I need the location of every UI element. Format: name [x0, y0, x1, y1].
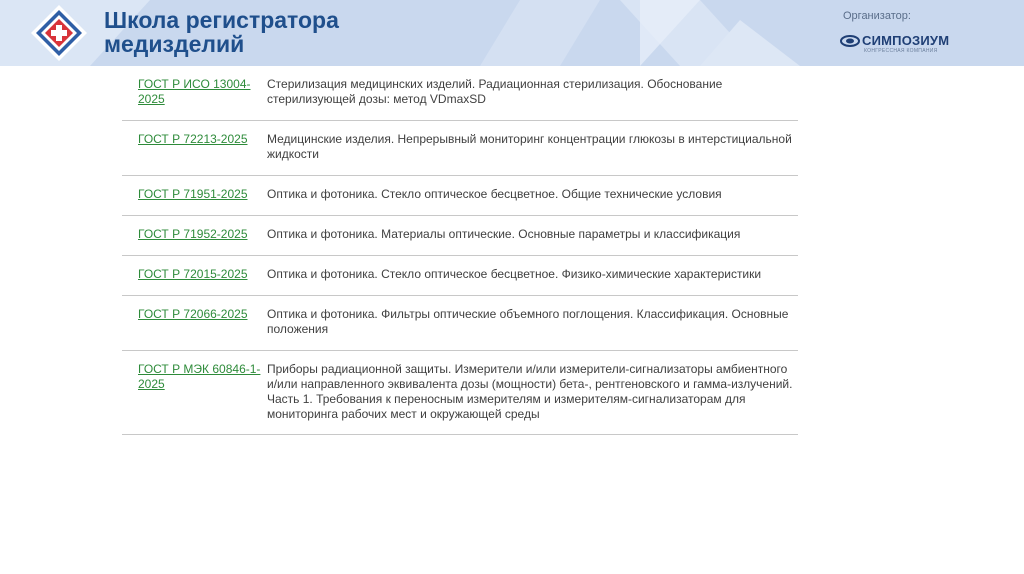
standard-title: Медицинские изделия. Непрерывный мониторинг концентрации глюкозы в интерстициальной жидкости [267, 121, 798, 176]
table-row [122, 351, 798, 435]
table-row [122, 176, 798, 216]
sponsor-tagline: КОНГРЕССНАЯ КОМПАНИЯ [864, 48, 938, 54]
standard-code-cell [122, 66, 267, 121]
organizer-label: Организатор: [843, 10, 911, 22]
standard-code-link[interactable]: ГОСТ Р МЭК 60846-1-2025 [138, 362, 261, 391]
sponsor-logo [840, 32, 980, 56]
standard-code-link[interactable]: ГОСТ Р ИСО 13004-2025 [138, 77, 251, 106]
standards-table [122, 66, 798, 435]
standard-code-link[interactable]: ГОСТ Р 72213-2025 [138, 132, 248, 146]
standard-title: Оптика и фотоника. Фильтры оптические объемного поглощения. Классификация. Основные положения [267, 296, 798, 351]
standard-code-link[interactable]: ГОСТ Р 71952-2025 [138, 227, 248, 241]
standard-code-cell [122, 216, 267, 256]
standard-title: Оптика и фотоника. Стекло оптическое бесцветное. Общие технические условия [267, 176, 798, 216]
school-title [104, 8, 339, 56]
standard-title: Оптика и фотоника. Стекло оптическое бесцветное. Физико-химические характеристики [267, 256, 798, 296]
table-row [122, 256, 798, 296]
standard-title: Приборы радиационной защиты. Измерители и/или измерители-сигнализаторы амбиентного и/или направленного эквивалента дозы (мощности) бета-, рентгеновского и гамма-излучений. Часть 1. Требования к переносным измерителям и измерителям-сигнализаторам для мониторинга рабочих мест и окружающей среды [267, 351, 798, 435]
table-row [122, 66, 798, 121]
sponsor-name: СИМПОЗИУМ [862, 33, 950, 48]
standard-title: Оптика и фотоника. Материалы оптические. Основные параметры и классификация [267, 216, 798, 256]
school-title-line1: Школа регистратора [104, 7, 339, 33]
standard-code-cell [122, 176, 267, 216]
standard-code-link[interactable]: ГОСТ Р 72066-2025 [138, 307, 248, 321]
standard-code-cell [122, 121, 267, 176]
standard-code-cell [122, 296, 267, 351]
school-title-line2: медизделий [104, 31, 245, 57]
standard-code-link[interactable]: ГОСТ Р 72015-2025 [138, 267, 248, 281]
standard-code-cell [122, 256, 267, 296]
standard-code-cell [122, 351, 267, 435]
sponsor-mark-icon [840, 35, 860, 47]
table-row [122, 216, 798, 256]
table-row [122, 296, 798, 351]
standard-title: Стерилизация медицинских изделий. Радиационная стерилизация. Обоснование стерилизующей дозы: метод VDmaxSD [267, 66, 798, 121]
school-logo-icon [30, 4, 88, 62]
standards-table-body [122, 66, 798, 435]
standard-code-link[interactable]: ГОСТ Р 71951-2025 [138, 187, 248, 201]
header-banner [0, 0, 1024, 66]
table-row [122, 121, 798, 176]
